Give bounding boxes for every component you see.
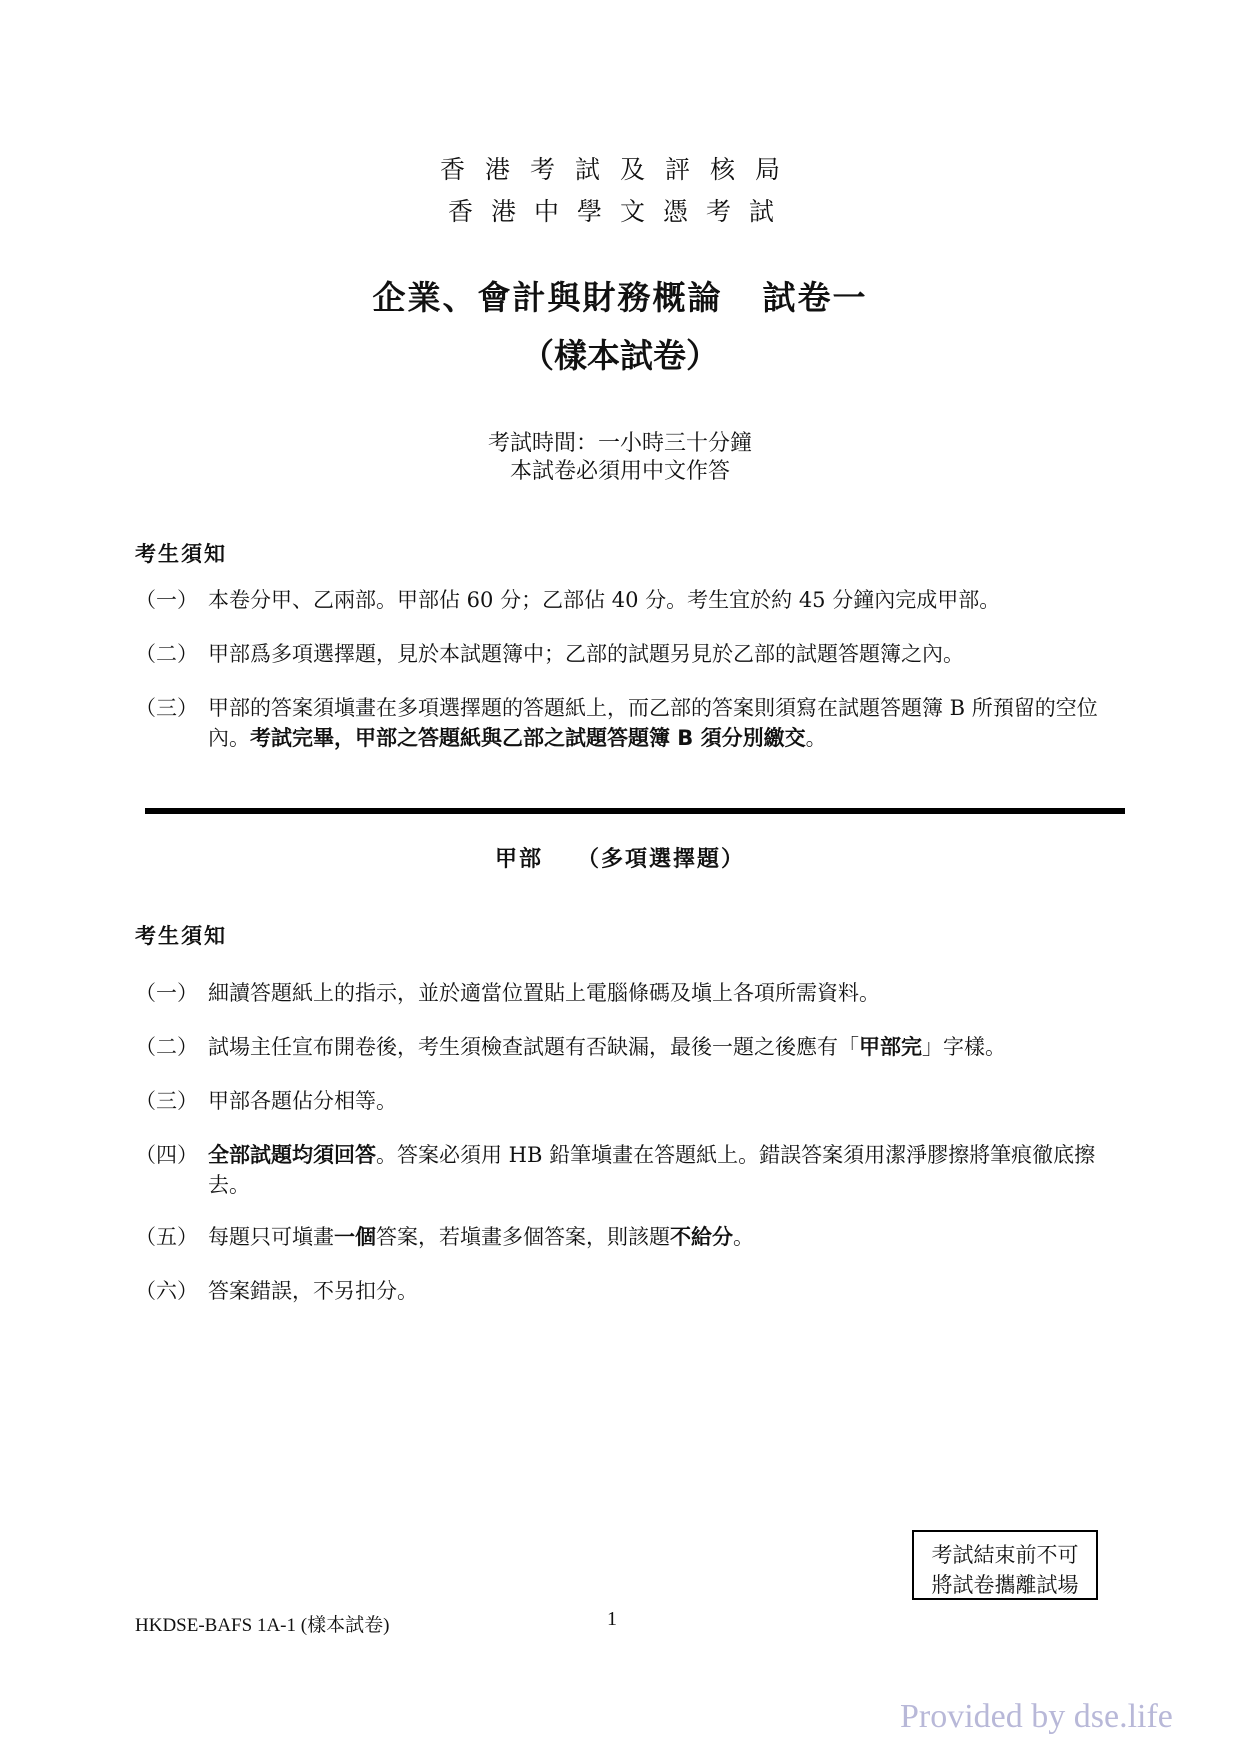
item-text: 答案錯誤，不另扣分。 xyxy=(208,1279,418,1303)
notice-line-2: 將試卷攜離試場 xyxy=(931,1573,1079,1597)
item-text: 細讀答題紙上的指示，並於適當位置貼上電腦條碼及塡上各項所需資料。 xyxy=(208,981,880,1005)
item-number: （三） xyxy=(135,1089,198,1113)
notice-line-1: 考試結束前不可 xyxy=(931,1543,1079,1567)
item-bold-text: 一個 xyxy=(334,1225,376,1249)
item-text-tail: 。答案必須用 HB 鉛筆塡畫在答題紙上。錯誤答案須用潔淨膠擦將筆痕徹底擦去。 xyxy=(208,1143,1096,1197)
authority-name: 香港考試及評核局 xyxy=(439,155,800,184)
item-text-tail: 。 xyxy=(733,1225,754,1249)
item-text-tail: 」字樣。 xyxy=(922,1035,1006,1059)
paper-subtitle: （樣本試卷） xyxy=(521,336,719,375)
paper-title xyxy=(0,272,1240,319)
section-a-instruction-item xyxy=(135,1086,1125,1116)
item-bold-text-2: 不給分 xyxy=(670,1225,733,1249)
item-text-middle: 答案，若塡畫多個答案，則該題 xyxy=(376,1225,670,1249)
item-text-tail: 。 xyxy=(805,726,827,750)
section-a-instruction-item xyxy=(135,1032,1125,1062)
section-a-instruction-item xyxy=(135,1276,1125,1306)
item-text: 每題只可塡畫 xyxy=(208,1225,334,1249)
section-a-name: 甲部 xyxy=(494,847,543,872)
item-text: 甲部爲多項選擇題，見於本試題簿中；乙部的試題另見於乙部的試題答題簿之內。 xyxy=(208,642,964,666)
section-a-instructions-heading: 考生須知 xyxy=(135,924,227,948)
paper-code: HKDSE-BAFS 1A-1 (樣本試卷) xyxy=(135,1615,390,1636)
take-away-notice-box xyxy=(912,1530,1098,1600)
item-bold-text: 甲部完 xyxy=(859,1035,922,1059)
section-divider xyxy=(145,808,1125,814)
item-text: 甲部的答案須塡畫在多項選擇題的答題紙上，而乙部的答案則須寫在試題答題簿 B 所預留的空位內。 xyxy=(208,696,1098,750)
general-instruction-item xyxy=(135,639,1125,669)
item-number: （一） xyxy=(135,588,198,612)
page-number: 1 xyxy=(607,1608,617,1630)
answer-language: 本試卷必須用中文作答 xyxy=(509,459,730,484)
section-a-instruction-item xyxy=(135,1140,1125,1200)
paper-number: 試卷一 xyxy=(762,278,868,317)
item-number: （五） xyxy=(135,1225,198,1249)
section-a-title xyxy=(0,842,1240,873)
item-number: （四） xyxy=(135,1143,198,1167)
section-a-instruction-item xyxy=(135,1222,1125,1252)
item-number: （三） xyxy=(135,696,198,720)
general-instructions-heading: 考生須知 xyxy=(135,542,227,566)
item-text: 本卷分甲、乙兩部。甲部佔 60 分；乙部佔 40 分。考生宜於約 45 分鐘內完成甲部。 xyxy=(208,588,1001,612)
general-instruction-item xyxy=(135,585,1125,615)
item-number: （六） xyxy=(135,1279,198,1303)
item-text: 甲部各題佔分相等。 xyxy=(208,1089,397,1113)
section-a-instruction-item xyxy=(135,978,1125,1008)
item-text: 試場主任宣布開卷後，考生須檢查試題有否缺漏，最後一題之後應有「 xyxy=(208,1035,859,1059)
provider-watermark: Provided by dse.life xyxy=(900,1698,1173,1735)
general-instruction-item xyxy=(135,693,1125,753)
exam-name: 香港中學文憑考試 xyxy=(447,197,792,226)
item-bold-text: 全部試題均須回答 xyxy=(208,1143,376,1167)
item-number: （二） xyxy=(135,1035,198,1059)
item-number: （一） xyxy=(135,981,198,1005)
subject-name: 企業、會計與財務概論 xyxy=(372,278,723,317)
item-number: （二） xyxy=(135,642,198,666)
section-a-type: （多項選擇題） xyxy=(577,847,746,872)
exam-time: 考試時間：一小時三十分鐘 xyxy=(487,431,752,456)
item-bold-text: 考試完畢，甲部之答題紙與乙部之試題答題簿 B 須分別繳交 xyxy=(250,726,806,750)
